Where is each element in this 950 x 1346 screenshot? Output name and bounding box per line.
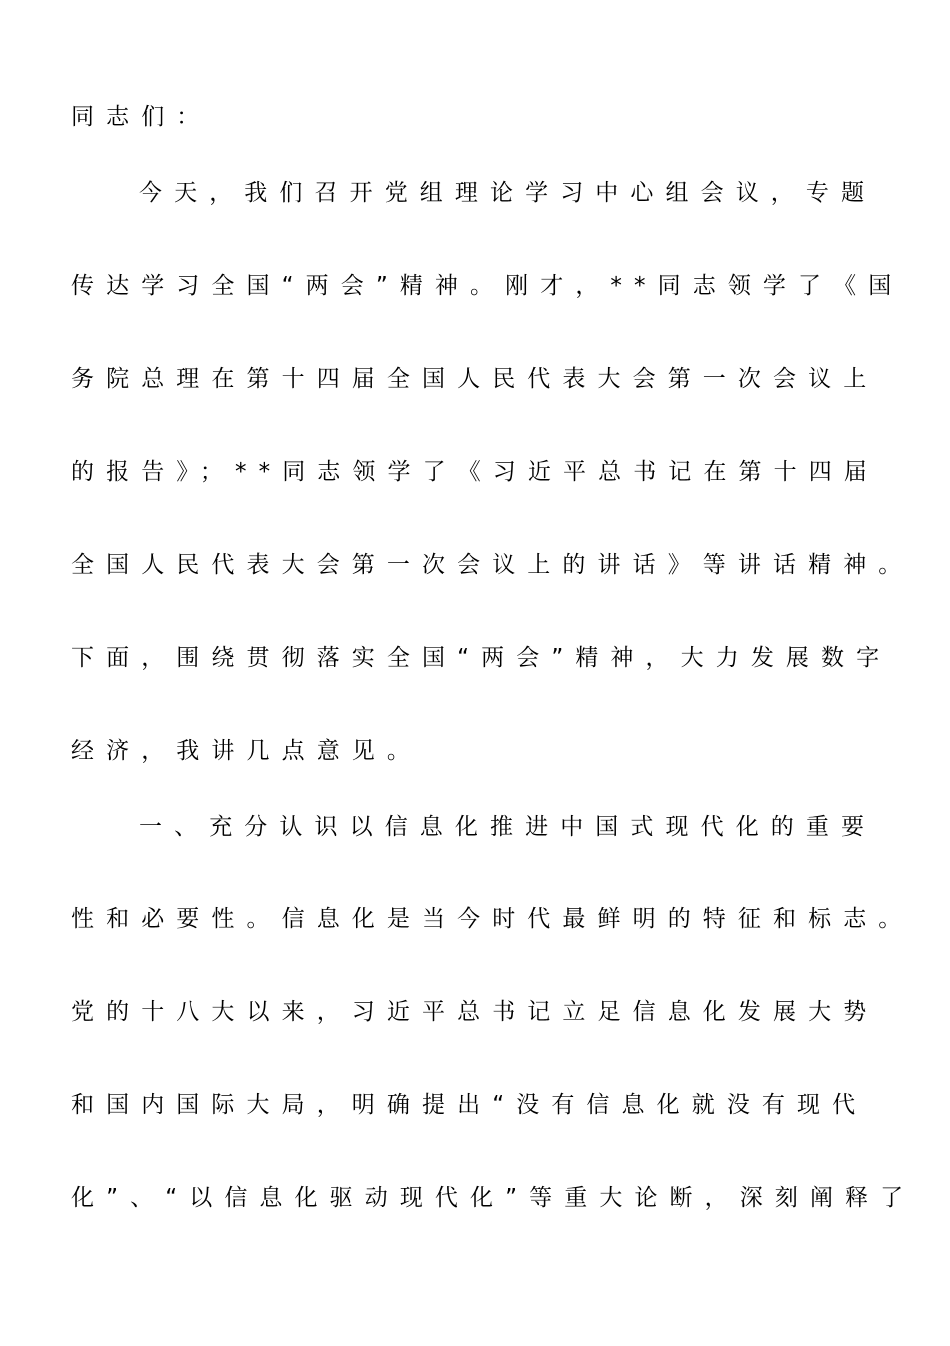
section-1-line-4: 和国内国际大局，明确提出“没有信息化就没有现代 [71,1092,868,1118]
paragraph-1-line-2: 传达学习全国“两会”精神。刚才，**同志领学了《国 [71,273,904,299]
paragraph-1-line-6: 下面，围绕贯彻落实全国“两会”精神，大力发展数字 [71,645,892,671]
salutation-line: 同志们： [71,104,212,130]
paragraph-1-line-1: 今天，我们召开党组理论学习中心组会议，专题 [139,180,877,206]
section-1-line-3: 党的十八大以来，习近平总书记立足信息化发展大势 [71,999,879,1025]
paragraph-1-line-5: 全国人民代表大会第一次会议上的讲话》等讲话精神。 [71,552,914,578]
paragraph-1-line-7: 经济，我讲几点意见。 [71,738,422,764]
paragraph-1-line-3: 务院总理在第十四届全国人民代表大会第一次会议上 [71,366,879,392]
section-1-line-5: 化”、“以信息化驱动现代化”等重大论断，深刻阐释了 [71,1185,916,1211]
section-1-line-2: 性和必要性。信息化是当今时代最鲜明的特征和标志。 [71,906,914,932]
paragraph-1-line-4: 的报告》；**同志领学了《习近平总书记在第十四届 [71,459,879,485]
section-1-heading-line-1: 一、充分认识以信息化推进中国式现代化的重要 [139,814,877,840]
